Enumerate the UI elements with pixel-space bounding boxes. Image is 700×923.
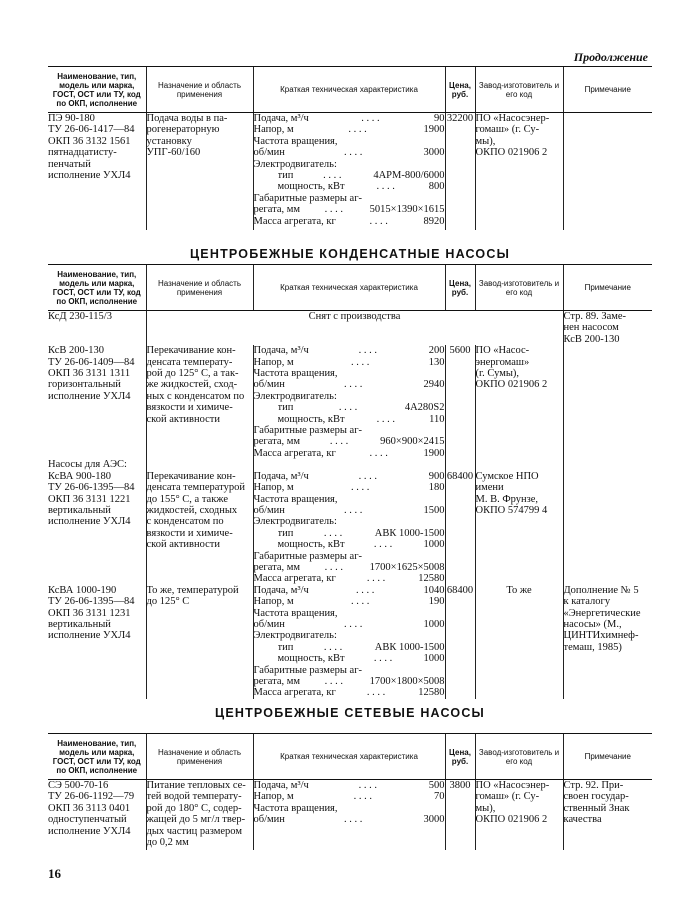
cell-purpose: Питание тепловых се- тей водой температу- рой до 180° С, содер- жащей до 5 мг/л твер- дых частиц размером до 0,2 мм [146, 780, 253, 850]
spec-line [254, 136, 445, 147]
column-header-purpose: Назначение и область применения [146, 67, 253, 113]
table-row [48, 113, 652, 230]
spec-label: тип [277, 402, 294, 414]
spec-line [254, 539, 445, 550]
spec-line [254, 585, 445, 596]
cell-price: 68400 [445, 585, 475, 699]
cell-maker: То же [475, 585, 563, 699]
spec-value: 12580 [418, 573, 445, 585]
spec-dots: . . . . [366, 573, 386, 585]
spec-label: Подача, м³/ч [253, 345, 309, 357]
spec-dots: . . . . [344, 814, 363, 826]
cell-note [563, 459, 652, 584]
cell-name: СЭ 500-70-16 ТУ 26-06-1192—79 ОКП 36 3113 0401 одноступенчатый исполнение УХЛ4 [48, 780, 135, 837]
cell-price: 32200 [445, 113, 475, 230]
spec-line [254, 573, 445, 584]
spec-value: 200 [428, 345, 445, 357]
spec-value: 1900 [423, 447, 445, 459]
column-header-name: Наименование, тип, модель или марка, ГОСТ, ОСТ или ТУ, код по ОКП, исполнение [48, 265, 146, 311]
spec-label: Напор, м [253, 124, 294, 136]
spec-value: 1500 [423, 504, 445, 516]
spec-label: Подача, м³/ч [253, 780, 309, 791]
spec-value: 8920 [423, 215, 445, 227]
spec-label: Электродвигатель: [253, 630, 337, 642]
pump-table-condensate [48, 264, 652, 699]
spec-dots: . . . . [324, 204, 344, 216]
spec-label: Масса агрегата, кг [253, 687, 336, 699]
spec-value: 70 [434, 791, 445, 803]
spec-value: 3000 [423, 147, 445, 159]
spec-dots: . . . . [369, 215, 388, 227]
spec-dots: . . . . [324, 561, 344, 573]
column-header-purpose: Назначение и область применения [146, 265, 253, 311]
spec-dots: . . . . [373, 539, 393, 551]
spec-line [254, 596, 445, 607]
spec-label: тип [277, 170, 294, 182]
spec-dots: . . . . [344, 147, 363, 159]
spec-value: 4А280S2 [404, 402, 445, 414]
column-header-maker: Завод-изготовитель и его код [475, 67, 563, 113]
cell-note: Стр. 89. Заме- нен насосом КсВ 200-130 [563, 311, 652, 346]
spec-line [254, 357, 445, 368]
column-header-maker: Завод-изготовитель и его код [475, 734, 563, 780]
spec-line [254, 181, 445, 192]
spec-value: 1900 [423, 124, 445, 136]
column-header-name: Наименование, тип, модель или марка, ГОСТ, ОСТ или ТУ, код по ОКП, исполнение [48, 67, 146, 113]
spec-label: об/мин [253, 814, 285, 826]
cell-spec [253, 585, 445, 699]
spec-dots: . . . . [338, 402, 358, 414]
spec-line [254, 803, 445, 814]
cell-maker: ПО «Насосэнер- гомаш» (г. Су- мы), ОКПО 021906 2 [475, 113, 563, 230]
spec-label: мощность, кВт [277, 539, 345, 551]
spec-value: 90 [434, 113, 445, 124]
spec-label: Габаритные размеры аг- [253, 425, 362, 437]
column-header-spec: Краткая техническая характеристика [253, 67, 445, 113]
spec-line [254, 516, 445, 527]
spec-value: 900 [428, 470, 445, 482]
spec-label: Частота вращения, [253, 607, 338, 619]
spec-dots: . . . . [351, 596, 370, 608]
cell-purpose: Подача воды в па- рогенераторную установку УПГ-60/160 [146, 113, 253, 230]
spec-label: Подача, м³/ч [253, 470, 309, 482]
spec-label: Масса агрегата, кг [253, 447, 336, 459]
spec-line [254, 436, 445, 447]
spec-value: 1000 [423, 539, 445, 551]
header-row [48, 734, 652, 780]
spec-label: Напор, м [253, 596, 294, 608]
spec-label: мощность, кВт [277, 653, 345, 665]
table-row [48, 780, 652, 850]
spec-label: Напор, м [253, 791, 294, 803]
spec-line [254, 653, 445, 664]
spec-value: 500 [428, 780, 445, 791]
spec-line [254, 402, 445, 413]
spec-label: Частота вращения, [253, 135, 338, 147]
spec-dots: . . . . [355, 584, 375, 596]
spec-label: Габаритные размеры аг- [253, 192, 362, 204]
header-row [48, 265, 652, 311]
spec-line [254, 193, 445, 204]
cell-price: 3800 [445, 780, 475, 850]
cell-spec [253, 345, 445, 459]
cell-note: Стр. 92. При- своен государ- ственный Знак качества [563, 780, 652, 850]
spec-dots: . . . . [344, 504, 363, 516]
spec-value: 180 [428, 482, 445, 494]
column-header-price: Цена, руб. [445, 734, 475, 780]
cell-maker: ПО «Насосэнер- гомаш» (г. Су- мы), ОКПО 021906 2 [475, 780, 563, 850]
column-header-note: Примечание [563, 265, 652, 311]
spec-label: Частота вращения, [253, 368, 338, 380]
spec-line [254, 159, 445, 170]
spec-line [254, 113, 445, 124]
spec-line [254, 425, 445, 436]
column-header-price: Цена, руб. [445, 265, 475, 311]
cell-name: КсВА 1000-190 ТУ 26-06-1395—84 ОКП 36 3131 1231 вертикальный исполнение УХЛ4 [48, 584, 135, 642]
spec-label: об/мин [253, 618, 285, 630]
spec-line [254, 505, 445, 516]
spec-label: Масса агрегата, кг [253, 573, 336, 585]
spec-label: об/мин [253, 504, 285, 516]
section-title-network: ЦЕНТРОБЕЖНЫЕ СЕТЕВЫЕ НАСОСЫ [215, 706, 485, 720]
spec-dots: . . . . [344, 379, 363, 391]
spec-line [254, 482, 445, 493]
table-row [48, 345, 652, 459]
spec-dots: . . . . [344, 618, 363, 630]
spec-label: Габаритные размеры аг- [253, 550, 362, 562]
spec-line [254, 791, 445, 802]
spec-label: тип [277, 641, 294, 653]
spec-label: об/мин [253, 147, 285, 159]
spec-line [254, 414, 445, 425]
spec-line [254, 780, 445, 791]
column-header-purpose: Назначение и область применения [146, 734, 253, 780]
spec-value: 1700×1800×5008 [369, 676, 445, 687]
spec-label: регата, мм [253, 436, 301, 448]
column-header-spec: Краткая техническая характеристика [253, 734, 445, 780]
cell-price: 5600 [445, 345, 475, 459]
spec-dots: . . . . [373, 653, 393, 665]
cell-purpose: То же, температурой до 125° С [146, 585, 253, 699]
column-header-price: Цена, руб. [445, 67, 475, 113]
spec-label: тип [277, 527, 294, 539]
cell-status: Снят с производства [146, 311, 563, 346]
spec-dots: . . . . [358, 470, 377, 482]
pump-table-1 [48, 66, 652, 230]
column-header-note: Примечание [563, 734, 652, 780]
spec-value: 110 [429, 413, 445, 425]
spec-line [254, 170, 445, 181]
cell-name: Насосы для АЭС: КсВА 900-180 ТУ 26-06-1395—84 ОКП 36 3131 1221 вертикальный исполнение УХЛ4 [48, 459, 135, 528]
spec-line [254, 204, 445, 215]
spec-line [254, 676, 445, 687]
spec-line [254, 448, 445, 459]
spec-dots: . . . . [351, 482, 370, 494]
spec-dots: . . . . [351, 356, 370, 368]
spec-dots: . . . . [376, 413, 396, 425]
spec-value: АВК 1000-1500 [374, 641, 445, 653]
spec-value: 1040 [423, 584, 445, 596]
spec-dots: . . . . [323, 527, 343, 539]
spec-line [254, 528, 445, 539]
spec-line [254, 147, 445, 158]
spec-label: Подача, м³/ч [253, 113, 309, 124]
cell-spec [253, 459, 445, 584]
spec-line [254, 608, 445, 619]
column-header-name: Наименование, тип, модель или марка, ГОСТ, ОСТ или ТУ, код по ОКП, исполнение [48, 734, 146, 780]
spec-label: мощность, кВт [277, 181, 345, 193]
spec-line [254, 494, 445, 505]
spec-value: 2940 [423, 379, 445, 391]
continuation-label: Продолжение [573, 50, 648, 64]
cell-note: Дополнение № 5 к каталогу «Энергетические насосы» (М., ЦИНТИхимнеф- темаш, 1985) [563, 585, 652, 699]
spec-value: 190 [428, 596, 445, 608]
column-header-maker: Завод-изготовитель и его код [475, 265, 563, 311]
spec-dots: . . . . [369, 447, 388, 459]
cell-price: 68400 [445, 459, 475, 584]
cell-maker: ПО «Насос- энергомаш» (г. Сумы), ОКПО 021906 2 [475, 345, 563, 459]
cell-purpose: Перекачивание кон- денсата температурой до 155° С, а также жидкостей, сходных с конденсатом по вязкости и химиче- ской активности [146, 459, 253, 584]
spec-line [254, 345, 445, 356]
spec-value: 1700×1625×5008 [369, 561, 445, 573]
spec-value: 960×900×2415 [380, 436, 445, 448]
spec-line [254, 687, 445, 698]
spec-label: регата, мм [253, 561, 301, 573]
spec-dots: . . . . [329, 436, 349, 448]
spec-label: Частота вращения, [253, 802, 338, 814]
spec-line [254, 551, 445, 562]
spec-value: 12580 [418, 687, 445, 699]
spec-label: Напор, м [253, 356, 294, 368]
spec-label: Частота вращения, [253, 493, 338, 505]
spec-dots: . . . . [348, 124, 367, 136]
spec-line [254, 630, 445, 641]
cell-note [563, 345, 652, 459]
spec-line [254, 379, 445, 390]
cell-name: КсД 230-115/3 [48, 311, 112, 322]
spec-value: 800 [428, 181, 445, 193]
pump-table-network [48, 733, 652, 850]
spec-value: АВК 1000-1500 [374, 527, 445, 539]
spec-dots: . . . . [323, 170, 342, 182]
spec-label: Электродвигатель: [253, 158, 337, 170]
spec-dots: . . . . [366, 687, 386, 699]
spec-line [254, 619, 445, 630]
header-row [48, 67, 652, 113]
spec-label: об/мин [253, 379, 285, 391]
spec-dots: . . . . [361, 113, 380, 124]
cell-maker: Сумское НПО имени М. В. Фрунзе, ОКПО 574799 4 [475, 459, 563, 584]
cell-spec [253, 113, 445, 230]
spec-label: мощность, кВт [277, 413, 345, 425]
spec-value: 3000 [423, 814, 445, 826]
spec-dots: . . . . [358, 345, 377, 357]
spec-label: Напор, м [253, 482, 294, 494]
spec-spacer [254, 459, 445, 470]
spec-dots: . . . . [358, 780, 377, 791]
spec-value: 1000 [423, 618, 445, 630]
spec-label: Электродвигатель: [253, 390, 337, 402]
spec-label: регата, мм [253, 204, 301, 216]
spec-label: Масса агрегата, кг [253, 215, 336, 227]
cell-name: КсВ 200-130 ТУ 26-06-1409—84 ОКП 36 3131 1311 горизонтальный исполнение УХЛ4 [48, 345, 135, 402]
section-title-condensate: ЦЕНТРОБЕЖНЫЕ КОНДЕНСАТНЫЕ НАСОСЫ [189, 247, 511, 261]
spec-value: 1000 [423, 653, 445, 665]
spec-label: Электродвигатель: [253, 516, 337, 528]
table-row [48, 459, 652, 584]
column-header-spec: Краткая техническая характеристика [253, 265, 445, 311]
cell-note [563, 113, 652, 230]
spec-value: 130 [428, 356, 445, 368]
spec-dots: . . . . [353, 791, 372, 803]
table-row [48, 585, 652, 699]
spec-line [254, 391, 445, 402]
spec-line [254, 562, 445, 573]
spec-dots: . . . . [323, 641, 343, 653]
cell-purpose: Перекачивание кон- денсата температу- рой до 125° С, а так- же жидкостей, сход- ных с конденсатом по вязкости и химиче- ской активности [146, 345, 253, 459]
cell-name: ПЭ 90-180 ТУ 26-06-1417—84 ОКП 36 3132 1561 пятнадцатисту- пенчатый исполнение УХЛ4 [48, 113, 135, 182]
spec-line [254, 665, 445, 676]
spec-line [254, 814, 445, 825]
spec-line [254, 368, 445, 379]
table-row [48, 311, 652, 346]
spec-line [254, 124, 445, 135]
cell-spec [253, 780, 445, 850]
spec-dots: . . . . [376, 181, 395, 193]
spec-value: 5015×1390×1615 [369, 204, 445, 216]
column-header-note: Примечание [563, 67, 652, 113]
page-number: 16 [48, 866, 61, 881]
spec-label: Габаритные размеры аг- [253, 664, 362, 676]
spec-line [254, 642, 445, 653]
spec-line [254, 216, 445, 227]
spec-line [254, 471, 445, 482]
spec-dots: . . . . [324, 676, 344, 687]
spec-label: Подача, м³/ч [253, 584, 309, 596]
spec-value: 4АРМ-800/6000 [373, 170, 445, 182]
spec-label: регата, мм [253, 676, 301, 687]
